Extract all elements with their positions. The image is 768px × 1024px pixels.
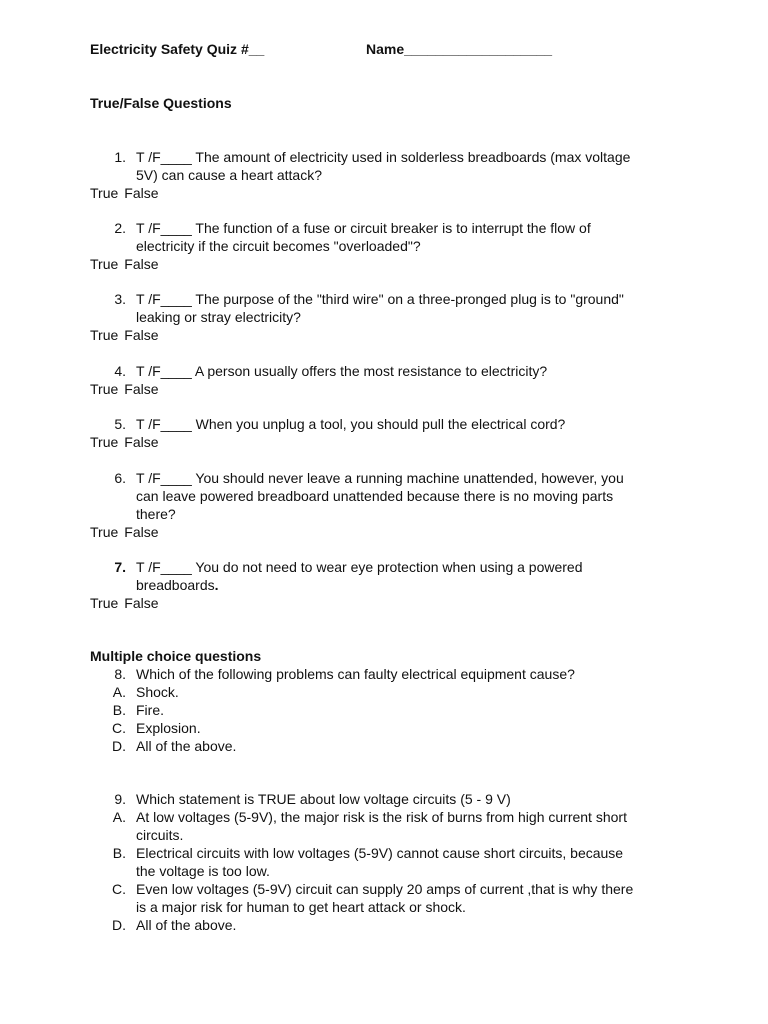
question-number: 8. <box>114 666 126 682</box>
answer-false[interactable]: False <box>124 381 159 397</box>
question-number: 7. <box>114 559 126 575</box>
mc-option-a[interactable] <box>90 808 690 844</box>
mc-option-b[interactable] <box>90 701 690 719</box>
answer-false[interactable]: False <box>124 185 159 201</box>
tf-answer-options <box>90 523 690 541</box>
answer-true[interactable]: True <box>90 595 119 611</box>
question-text: leaking or stray electricity? <box>136 309 301 325</box>
mc-question-9 <box>90 790 690 934</box>
answer-true[interactable]: True <box>90 434 119 450</box>
answer-true[interactable]: True <box>90 185 119 201</box>
option-text: Even low voltages (5-9V) circuit can supply 20 amps of current ,that is why there <box>136 881 634 897</box>
option-text: circuits. <box>136 827 184 843</box>
tf-question-7 <box>90 558 690 612</box>
question-text: T /F____ When you unplug a tool, you should pull the electrical cord? <box>136 416 566 432</box>
question-number: 9. <box>114 791 126 807</box>
option-text: All of the above. <box>136 917 237 933</box>
answer-false[interactable]: False <box>124 524 159 540</box>
question-text: there? <box>136 506 176 522</box>
option-text: Electrical circuits with low voltages (5-9V) cannot cause short circuits, because <box>136 845 624 861</box>
question-text: Which of the following problems can faulty electrical equipment cause? <box>136 666 575 682</box>
tf-question-6 <box>90 469 690 541</box>
multiple-choice-section-title: Multiple choice questions <box>90 648 262 664</box>
question-text: T /F____ The purpose of the "third wire" on a three-pronged plug is to "ground" <box>136 291 624 307</box>
mc-option-c[interactable] <box>90 880 690 916</box>
mc-option-b[interactable] <box>90 844 690 880</box>
mc-question-8 <box>90 665 690 755</box>
option-text: the voltage is too low. <box>136 863 270 879</box>
answer-true[interactable]: True <box>90 381 119 397</box>
question-text: T /F____ The function of a fuse or circuit breaker is to interrupt the flow of <box>136 220 591 236</box>
true-false-section-title: True/False Questions <box>90 95 232 111</box>
answer-false[interactable]: False <box>124 595 159 611</box>
option-text: At low voltages (5-9V), the major risk is the risk of burns from high current short <box>136 809 627 825</box>
option-text: Fire. <box>136 702 164 718</box>
question-text: 5V) can cause a heart attack? <box>136 167 322 183</box>
question-text: electricity if the circuit becomes "overloaded"? <box>136 238 421 254</box>
tf-question-2 <box>90 219 690 273</box>
tf-answer-options <box>90 380 690 398</box>
question-text: T /F____ You should never leave a running machine unattended, however, you <box>136 470 624 486</box>
mc-option-c[interactable] <box>90 719 690 737</box>
option-text: All of the above. <box>136 738 237 754</box>
option-letter: C. <box>112 881 126 897</box>
mc-option-d[interactable] <box>90 737 690 755</box>
question-number: 3. <box>114 291 126 307</box>
question-number: 1. <box>114 149 126 165</box>
option-letter: A. <box>112 809 126 825</box>
tf-answer-options <box>90 594 690 612</box>
tf-answer-options <box>90 433 690 451</box>
answer-true[interactable]: True <box>90 256 119 272</box>
option-letter: D. <box>112 917 126 933</box>
answer-true[interactable]: True <box>90 524 119 540</box>
question-number: 2. <box>114 220 126 236</box>
tf-question-5 <box>90 415 690 451</box>
tf-answer-options <box>90 184 690 202</box>
question-text: breadboards <box>136 577 215 593</box>
question-number: 4. <box>114 363 126 379</box>
question-text: T /F____ The amount of electricity used in solderless breadboards (max voltage <box>136 149 631 165</box>
option-letter: B. <box>112 702 126 718</box>
mc-option-d[interactable] <box>90 916 690 934</box>
quiz-header <box>90 40 553 58</box>
name-field[interactable]: Name___________________ <box>366 41 553 57</box>
option-letter: D. <box>112 738 126 754</box>
tf-answer-options <box>90 255 690 273</box>
question-text: T /F____ A person usually offers the most resistance to electricity? <box>136 363 548 379</box>
tf-question-4 <box>90 362 690 398</box>
question-number: 5. <box>114 416 126 432</box>
answer-false[interactable]: False <box>124 256 159 272</box>
tf-answer-options <box>90 326 690 344</box>
quiz-title: Electricity Safety Quiz #__ <box>90 41 265 57</box>
answer-false[interactable]: False <box>124 434 159 450</box>
tf-question-1 <box>90 148 690 202</box>
answer-false[interactable]: False <box>124 327 159 343</box>
option-text: Explosion. <box>136 720 201 736</box>
question-text-period: . <box>214 577 219 593</box>
tf-question-3 <box>90 290 690 344</box>
answer-true[interactable]: True <box>90 327 119 343</box>
option-text: Shock. <box>136 684 179 700</box>
question-text: can leave powered breadboard unattended because there is no moving parts <box>136 488 614 504</box>
mc-option-a[interactable] <box>90 683 690 701</box>
question-number: 6. <box>114 470 126 486</box>
option-letter: A. <box>112 684 126 700</box>
question-text: Which statement is TRUE about low voltage circuits (5 - 9 V) <box>136 791 511 807</box>
option-letter: B. <box>112 845 126 861</box>
option-letter: C. <box>112 720 126 736</box>
question-text: T /F____ You do not need to wear eye protection when using a powered <box>136 559 583 575</box>
option-text: is a major risk for human to get heart attack or shock. <box>136 899 466 915</box>
